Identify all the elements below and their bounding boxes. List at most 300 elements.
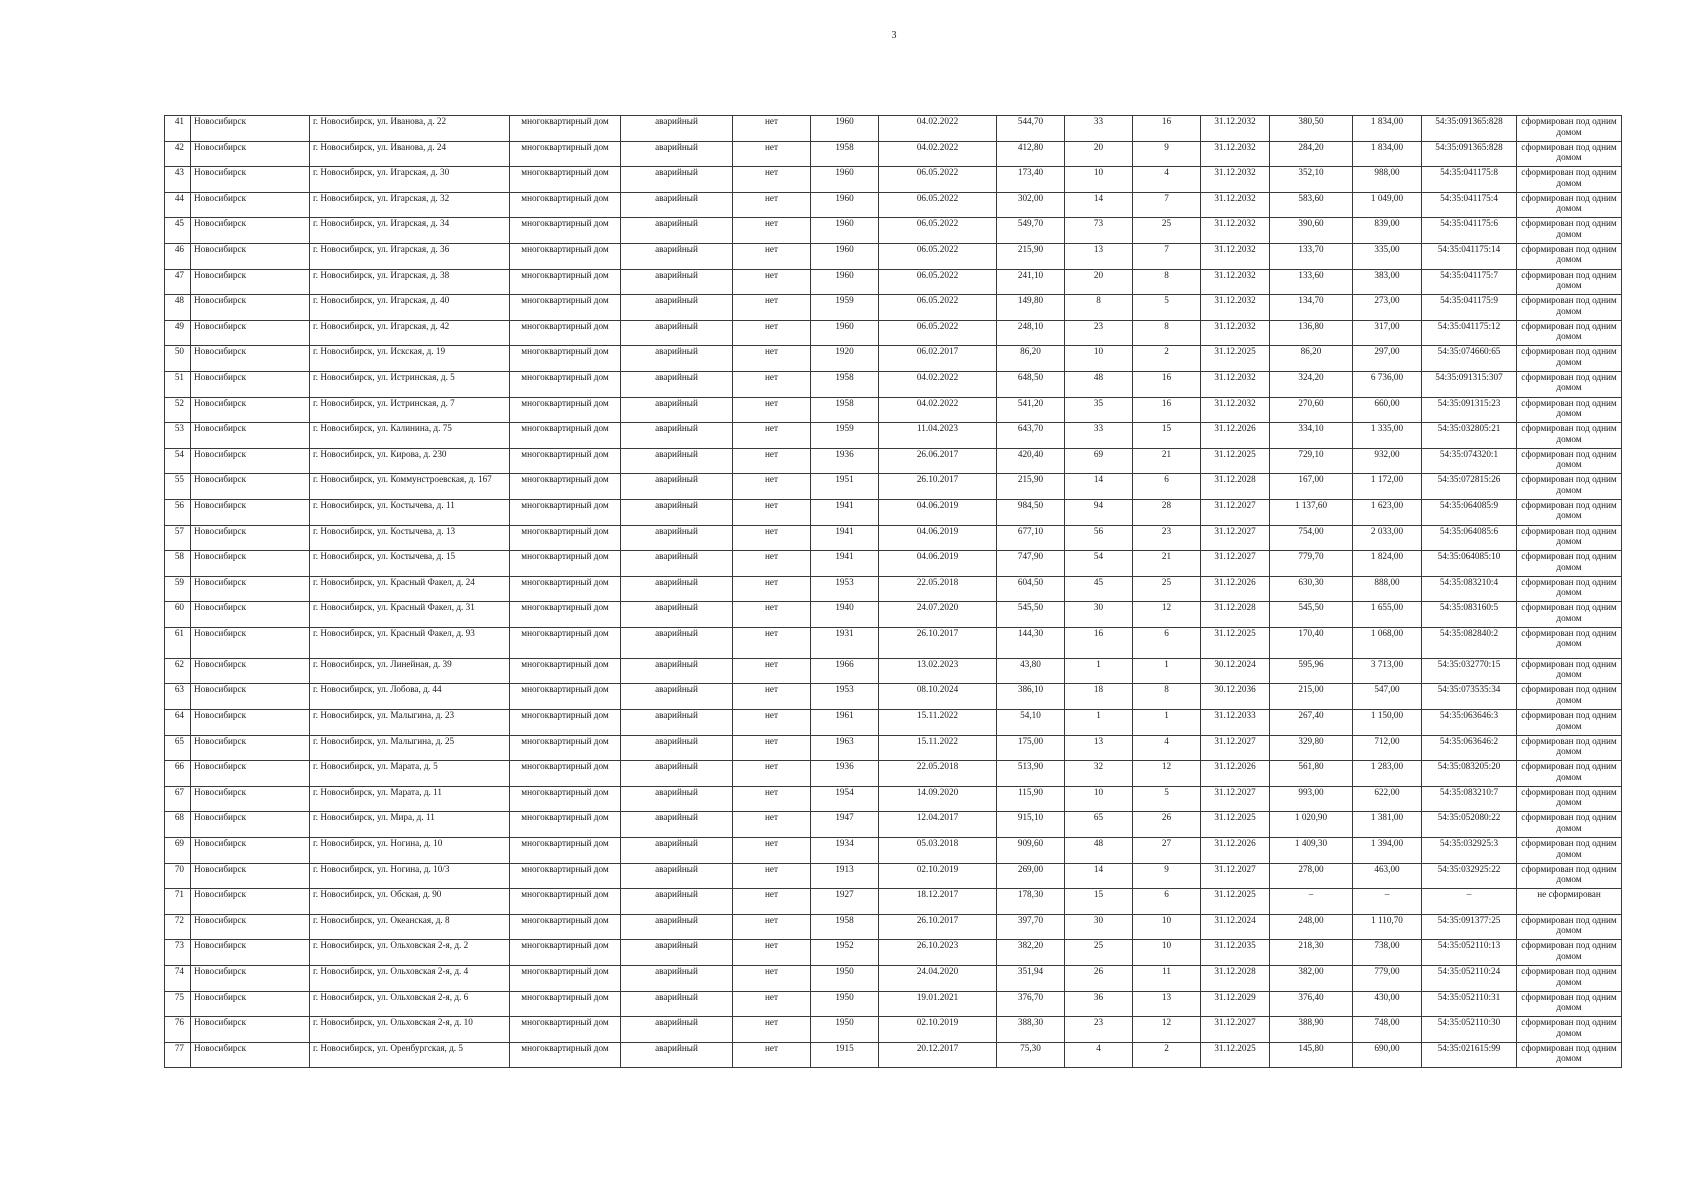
row-number: 41: [165, 116, 191, 142]
apartments-cell: 9: [1133, 863, 1201, 889]
flag-cell: нет: [733, 499, 811, 525]
row-number: 67: [165, 786, 191, 812]
address-cell: г. Новосибирск, ул. Малыгина, д. 25: [310, 735, 510, 761]
city-cell: Новосибирск: [191, 167, 310, 193]
address-cell: г. Новосибирск, ул. Ольховская 2-я, д. 4: [310, 966, 510, 992]
building-type-cell: многоквартирный дом: [510, 863, 621, 889]
row-number: 65: [165, 735, 191, 761]
address-cell: г. Новосибирск, ул. Костычева, д. 13: [310, 525, 510, 551]
flag-cell: нет: [733, 269, 811, 295]
land-status-cell: сформирован под одним домом: [1517, 966, 1622, 992]
building-type-cell: многоквартирный дом: [510, 735, 621, 761]
land-status-cell: сформирован под одним домом: [1517, 371, 1622, 397]
deadline-cell: 31.12.2033: [1201, 710, 1270, 736]
table-row: [165, 525, 1622, 551]
address-cell: г. Новосибирск, ул. Обская, д. 90: [310, 889, 510, 915]
recognition-date-cell: 24.07.2020: [879, 602, 997, 628]
condition-cell: аварийный: [621, 243, 733, 269]
flag-cell: нет: [733, 940, 811, 966]
flag-cell: нет: [733, 786, 811, 812]
flag-cell: нет: [733, 423, 811, 449]
city-cell: Новосибирск: [191, 448, 310, 474]
cadastral-number-cell: 54:35:064085:10: [1422, 551, 1517, 577]
row-number: 52: [165, 397, 191, 423]
city-cell: Новосибирск: [191, 243, 310, 269]
apartments-cell: 10: [1133, 940, 1201, 966]
area-cell: 397,70: [997, 914, 1065, 940]
residents-cell: 26: [1065, 966, 1133, 992]
address-cell: г. Новосибирск, ул. Ольховская 2-я, д. 10: [310, 1017, 510, 1043]
area-cell: 75,30: [997, 1042, 1065, 1068]
table-row: [165, 786, 1622, 812]
year-built-cell: 1952: [811, 940, 879, 966]
condition-cell: аварийный: [621, 966, 733, 992]
condition-cell: аварийный: [621, 167, 733, 193]
area-cell: 173,40: [997, 167, 1065, 193]
row-number: 47: [165, 269, 191, 295]
condition-cell: аварийный: [621, 1042, 733, 1068]
table-row: [165, 1042, 1622, 1068]
apartments-cell: 16: [1133, 371, 1201, 397]
condition-cell: аварийный: [621, 940, 733, 966]
area2-cell: 595,96: [1270, 658, 1353, 684]
city-cell: Новосибирск: [191, 320, 310, 346]
building-type-cell: многоквартирный дом: [510, 320, 621, 346]
recognition-date-cell: 06.05.2022: [879, 243, 997, 269]
deadline-cell: 31.12.2026: [1201, 423, 1270, 449]
residents-cell: 36: [1065, 991, 1133, 1017]
table-row: [165, 966, 1622, 992]
area2-cell: 267,40: [1270, 710, 1353, 736]
land-status-cell: не сформирован: [1517, 889, 1622, 915]
row-number: 59: [165, 576, 191, 602]
cadastral-number-cell: 54:35:041175:12: [1422, 320, 1517, 346]
residents-cell: 14: [1065, 863, 1133, 889]
residents-cell: 23: [1065, 1017, 1133, 1043]
page-number: 3: [891, 30, 897, 41]
row-number: 60: [165, 602, 191, 628]
area-cell: 643,70: [997, 423, 1065, 449]
city-cell: Новосибирск: [191, 423, 310, 449]
city-cell: Новосибирск: [191, 914, 310, 940]
apartments-cell: 5: [1133, 295, 1201, 321]
city-cell: Новосибирск: [191, 576, 310, 602]
city-cell: Новосибирск: [191, 602, 310, 628]
year-built-cell: 1950: [811, 1017, 879, 1043]
deadline-cell: 31.12.2032: [1201, 167, 1270, 193]
cadastral-number-cell: 54:35:032770:15: [1422, 658, 1517, 684]
year-built-cell: 1953: [811, 576, 879, 602]
area2-cell: 134,70: [1270, 295, 1353, 321]
recognition-date-cell: 26.10.2017: [879, 914, 997, 940]
flag-cell: нет: [733, 812, 811, 838]
area-cell: 54,10: [997, 710, 1065, 736]
address-cell: г. Новосибирск, ул. Калинина, д. 75: [310, 423, 510, 449]
building-type-cell: многоквартирный дом: [510, 141, 621, 167]
address-cell: г. Новосибирск, ул. Игарская, д. 42: [310, 320, 510, 346]
cadastral-number-cell: –: [1422, 889, 1517, 915]
city-cell: Новосибирск: [191, 786, 310, 812]
flag-cell: нет: [733, 684, 811, 710]
area2-cell: 376,40: [1270, 991, 1353, 1017]
area-cell: 513,90: [997, 761, 1065, 787]
land-status-cell: сформирован под одним домом: [1517, 243, 1622, 269]
area2-cell: 136,80: [1270, 320, 1353, 346]
flag-cell: нет: [733, 320, 811, 346]
row-number: 66: [165, 761, 191, 787]
recognition-date-cell: 04.02.2022: [879, 371, 997, 397]
building-type-cell: многоквартирный дом: [510, 940, 621, 966]
condition-cell: аварийный: [621, 684, 733, 710]
residents-cell: 20: [1065, 269, 1133, 295]
recognition-date-cell: 04.06.2019: [879, 525, 997, 551]
cadastral-number-cell: 54:35:052110:24: [1422, 966, 1517, 992]
address-cell: г. Новосибирск, ул. Игарская, д. 40: [310, 295, 510, 321]
city-cell: Новосибирск: [191, 397, 310, 423]
recognition-date-cell: 02.10.2019: [879, 1017, 997, 1043]
table-row: [165, 243, 1622, 269]
land-status-cell: сформирован под одним домом: [1517, 141, 1622, 167]
residents-cell: 10: [1065, 167, 1133, 193]
table-row: [165, 397, 1622, 423]
residents-cell: 35: [1065, 397, 1133, 423]
flag-cell: нет: [733, 167, 811, 193]
city-cell: Новосибирск: [191, 551, 310, 577]
apartments-cell: 21: [1133, 448, 1201, 474]
apartments-cell: 21: [1133, 551, 1201, 577]
deadline-cell: 31.12.2032: [1201, 192, 1270, 218]
table-row: [165, 658, 1622, 684]
apartments-cell: 23: [1133, 525, 1201, 551]
residents-cell: 1: [1065, 658, 1133, 684]
apartments-cell: 13: [1133, 991, 1201, 1017]
residents-cell: 13: [1065, 735, 1133, 761]
cadastral-number-cell: 54:35:072815:26: [1422, 474, 1517, 500]
area2-cell: 583,60: [1270, 192, 1353, 218]
table-row: [165, 448, 1622, 474]
residents-cell: 23: [1065, 320, 1133, 346]
recognition-date-cell: 26.10.2017: [879, 474, 997, 500]
year-built-cell: 1959: [811, 423, 879, 449]
condition-cell: аварийный: [621, 448, 733, 474]
year-built-cell: 1958: [811, 914, 879, 940]
residents-cell: 25: [1065, 940, 1133, 966]
address-cell: г. Новосибирск, ул. Красный Факел, д. 24: [310, 576, 510, 602]
year-built-cell: 1958: [811, 397, 879, 423]
year-built-cell: 1954: [811, 786, 879, 812]
land-status-cell: сформирован под одним домом: [1517, 940, 1622, 966]
address-cell: г. Новосибирск, ул. Иванова, д. 22: [310, 116, 510, 142]
flag-cell: нет: [733, 966, 811, 992]
cadastral-number-cell: 54:35:041175:9: [1422, 295, 1517, 321]
land-area-cell: 3 713,00: [1353, 658, 1422, 684]
building-type-cell: многоквартирный дом: [510, 658, 621, 684]
deadline-cell: 31.12.2032: [1201, 141, 1270, 167]
city-cell: Новосибирск: [191, 710, 310, 736]
apartments-cell: 12: [1133, 602, 1201, 628]
building-type-cell: многоквартирный дом: [510, 346, 621, 372]
land-area-cell: 383,00: [1353, 269, 1422, 295]
address-cell: г. Новосибирск, ул. Красный Факел, д. 31: [310, 602, 510, 628]
city-cell: Новосибирск: [191, 889, 310, 915]
address-cell: г. Новосибирск, ул. Ольховская 2-я, д. 6: [310, 991, 510, 1017]
land-area-cell: 297,00: [1353, 346, 1422, 372]
land-status-cell: сформирован под одним домом: [1517, 218, 1622, 244]
area2-cell: 993,00: [1270, 786, 1353, 812]
condition-cell: аварийный: [621, 576, 733, 602]
land-status-cell: сформирован под одним домом: [1517, 167, 1622, 193]
deadline-cell: 31.12.2027: [1201, 1017, 1270, 1043]
residents-cell: 54: [1065, 551, 1133, 577]
area-cell: 248,10: [997, 320, 1065, 346]
building-type-cell: многоквартирный дом: [510, 192, 621, 218]
land-status-cell: сформирован под одним домом: [1517, 116, 1622, 142]
flag-cell: нет: [733, 1042, 811, 1068]
flag-cell: нет: [733, 576, 811, 602]
apartments-cell: 11: [1133, 966, 1201, 992]
year-built-cell: 1963: [811, 735, 879, 761]
area-cell: 351,94: [997, 966, 1065, 992]
condition-cell: аварийный: [621, 320, 733, 346]
deadline-cell: 31.12.2032: [1201, 320, 1270, 346]
building-type-cell: многоквартирный дом: [510, 218, 621, 244]
city-cell: Новосибирск: [191, 966, 310, 992]
cadastral-number-cell: 54:35:083160:5: [1422, 602, 1517, 628]
cadastral-number-cell: 54:35:063646:2: [1422, 735, 1517, 761]
recognition-date-cell: 18.12.2017: [879, 889, 997, 915]
building-type-cell: многоквартирный дом: [510, 710, 621, 736]
deadline-cell: 31.12.2026: [1201, 761, 1270, 787]
condition-cell: аварийный: [621, 838, 733, 864]
land-area-cell: 6 736,00: [1353, 371, 1422, 397]
apartments-cell: 4: [1133, 735, 1201, 761]
area2-cell: 352,10: [1270, 167, 1353, 193]
area-cell: 269,00: [997, 863, 1065, 889]
cadastral-number-cell: 54:35:041175:14: [1422, 243, 1517, 269]
registry-body: [165, 116, 1622, 1068]
deadline-cell: 31.12.2032: [1201, 371, 1270, 397]
table-row: [165, 914, 1622, 940]
land-area-cell: 1 834,00: [1353, 141, 1422, 167]
deadline-cell: 31.12.2035: [1201, 940, 1270, 966]
area-cell: 386,10: [997, 684, 1065, 710]
deadline-cell: 31.12.2032: [1201, 218, 1270, 244]
land-area-cell: 1 335,00: [1353, 423, 1422, 449]
deadline-cell: 31.12.2027: [1201, 551, 1270, 577]
area2-cell: 324,20: [1270, 371, 1353, 397]
residents-cell: 10: [1065, 786, 1133, 812]
residents-cell: 30: [1065, 914, 1133, 940]
address-cell: г. Новосибирск, ул. Игарская, д. 38: [310, 269, 510, 295]
flag-cell: нет: [733, 863, 811, 889]
area2-cell: 334,10: [1270, 423, 1353, 449]
table-row: [165, 474, 1622, 500]
area2-cell: 278,00: [1270, 863, 1353, 889]
city-cell: Новосибирск: [191, 346, 310, 372]
land-area-cell: 988,00: [1353, 167, 1422, 193]
deadline-cell: 30.12.2036: [1201, 684, 1270, 710]
condition-cell: аварийный: [621, 423, 733, 449]
year-built-cell: 1960: [811, 218, 879, 244]
flag-cell: нет: [733, 914, 811, 940]
area-cell: 915,10: [997, 812, 1065, 838]
year-built-cell: 1941: [811, 499, 879, 525]
cadastral-number-cell: 54:35:073535:34: [1422, 684, 1517, 710]
land-area-cell: 748,00: [1353, 1017, 1422, 1043]
row-number: 46: [165, 243, 191, 269]
land-status-cell: сформирован под одним домом: [1517, 346, 1622, 372]
building-type-cell: многоквартирный дом: [510, 499, 621, 525]
land-area-cell: 463,00: [1353, 863, 1422, 889]
land-area-cell: 690,00: [1353, 1042, 1422, 1068]
deadline-cell: 31.12.2027: [1201, 863, 1270, 889]
deadline-cell: 30.12.2024: [1201, 658, 1270, 684]
recognition-date-cell: 24.04.2020: [879, 966, 997, 992]
table-row: [165, 218, 1622, 244]
table-row: [165, 499, 1622, 525]
condition-cell: аварийный: [621, 218, 733, 244]
table-row: [165, 684, 1622, 710]
deadline-cell: 31.12.2032: [1201, 243, 1270, 269]
table-row: [165, 710, 1622, 736]
address-cell: г. Новосибирск, ул. Океанская, д. 8: [310, 914, 510, 940]
recognition-date-cell: 26.06.2017: [879, 448, 997, 474]
table-row: [165, 991, 1622, 1017]
year-built-cell: 1941: [811, 525, 879, 551]
recognition-date-cell: 02.10.2019: [879, 863, 997, 889]
row-number: 43: [165, 167, 191, 193]
cadastral-number-cell: 54:35:063646:3: [1422, 710, 1517, 736]
land-area-cell: 888,00: [1353, 576, 1422, 602]
cadastral-number-cell: 54:35:041175:7: [1422, 269, 1517, 295]
land-area-cell: 430,00: [1353, 991, 1422, 1017]
land-area-cell: 660,00: [1353, 397, 1422, 423]
area-cell: 677,10: [997, 525, 1065, 551]
recognition-date-cell: 06.02.2017: [879, 346, 997, 372]
building-type-cell: многоквартирный дом: [510, 914, 621, 940]
area2-cell: 729,10: [1270, 448, 1353, 474]
area-cell: 43,80: [997, 658, 1065, 684]
condition-cell: аварийный: [621, 812, 733, 838]
city-cell: Новосибирск: [191, 525, 310, 551]
area2-cell: 779,70: [1270, 551, 1353, 577]
flag-cell: нет: [733, 735, 811, 761]
apartments-cell: 4: [1133, 167, 1201, 193]
address-cell: г. Новосибирск, ул. Марата, д. 5: [310, 761, 510, 787]
city-cell: Новосибирск: [191, 474, 310, 500]
recognition-date-cell: 05.03.2018: [879, 838, 997, 864]
city-cell: Новосибирск: [191, 499, 310, 525]
recognition-date-cell: 04.02.2022: [879, 116, 997, 142]
apartments-cell: 8: [1133, 269, 1201, 295]
table-row: [165, 627, 1622, 658]
year-built-cell: 1960: [811, 243, 879, 269]
land-status-cell: сформирован под одним домом: [1517, 448, 1622, 474]
deadline-cell: 31.12.2028: [1201, 602, 1270, 628]
year-built-cell: 1915: [811, 1042, 879, 1068]
area2-cell: 329,80: [1270, 735, 1353, 761]
table-row: [165, 576, 1622, 602]
address-cell: г. Новосибирск, ул. Истринская, д. 7: [310, 397, 510, 423]
table-row: [165, 812, 1622, 838]
building-type-cell: многоквартирный дом: [510, 786, 621, 812]
flag-cell: нет: [733, 889, 811, 915]
land-status-cell: сформирован под одним домом: [1517, 525, 1622, 551]
table-row: [165, 167, 1622, 193]
condition-cell: аварийный: [621, 192, 733, 218]
area-cell: 420,40: [997, 448, 1065, 474]
flag-cell: нет: [733, 474, 811, 500]
recognition-date-cell: 20.12.2017: [879, 1042, 997, 1068]
area2-cell: –: [1270, 889, 1353, 915]
land-area-cell: 712,00: [1353, 735, 1422, 761]
table-row: [165, 346, 1622, 372]
deadline-cell: 31.12.2028: [1201, 966, 1270, 992]
cadastral-number-cell: 54:35:064085:9: [1422, 499, 1517, 525]
area-cell: 747,90: [997, 551, 1065, 577]
residents-cell: 33: [1065, 423, 1133, 449]
land-status-cell: сформирован под одним домом: [1517, 863, 1622, 889]
condition-cell: аварийный: [621, 602, 733, 628]
recognition-date-cell: 22.05.2018: [879, 576, 997, 602]
area-cell: 388,30: [997, 1017, 1065, 1043]
year-built-cell: 1941: [811, 551, 879, 577]
recognition-date-cell: 04.06.2019: [879, 551, 997, 577]
land-area-cell: 335,00: [1353, 243, 1422, 269]
recognition-date-cell: 06.05.2022: [879, 320, 997, 346]
area2-cell: 1 137,60: [1270, 499, 1353, 525]
residents-cell: 8: [1065, 295, 1133, 321]
condition-cell: аварийный: [621, 474, 733, 500]
city-cell: Новосибирск: [191, 141, 310, 167]
row-number: 50: [165, 346, 191, 372]
area-cell: 544,70: [997, 116, 1065, 142]
cadastral-number-cell: 54:35:052110:31: [1422, 991, 1517, 1017]
row-number: 75: [165, 991, 191, 1017]
area-cell: 178,30: [997, 889, 1065, 915]
area-cell: 549,70: [997, 218, 1065, 244]
row-number: 56: [165, 499, 191, 525]
deadline-cell: 31.12.2027: [1201, 735, 1270, 761]
condition-cell: аварийный: [621, 525, 733, 551]
area-cell: 175,00: [997, 735, 1065, 761]
condition-cell: аварийный: [621, 627, 733, 658]
row-number: 58: [165, 551, 191, 577]
table-row: [165, 141, 1622, 167]
land-area-cell: 738,00: [1353, 940, 1422, 966]
area-cell: 909,60: [997, 838, 1065, 864]
row-number: 77: [165, 1042, 191, 1068]
land-area-cell: 1 394,00: [1353, 838, 1422, 864]
year-built-cell: 1951: [811, 474, 879, 500]
apartments-cell: 6: [1133, 889, 1201, 915]
land-area-cell: 1 150,00: [1353, 710, 1422, 736]
area2-cell: 86,20: [1270, 346, 1353, 372]
land-area-cell: 839,00: [1353, 218, 1422, 244]
year-built-cell: 1960: [811, 192, 879, 218]
land-area-cell: 2 033,00: [1353, 525, 1422, 551]
row-number: 64: [165, 710, 191, 736]
land-area-cell: 622,00: [1353, 786, 1422, 812]
residents-cell: 14: [1065, 192, 1133, 218]
flag-cell: нет: [733, 192, 811, 218]
table-row: [165, 838, 1622, 864]
cadastral-number-cell: 54:35:091365:828: [1422, 116, 1517, 142]
land-area-cell: 1 655,00: [1353, 602, 1422, 628]
flag-cell: нет: [733, 525, 811, 551]
land-status-cell: сформирован под одним домом: [1517, 838, 1622, 864]
row-number: 53: [165, 423, 191, 449]
